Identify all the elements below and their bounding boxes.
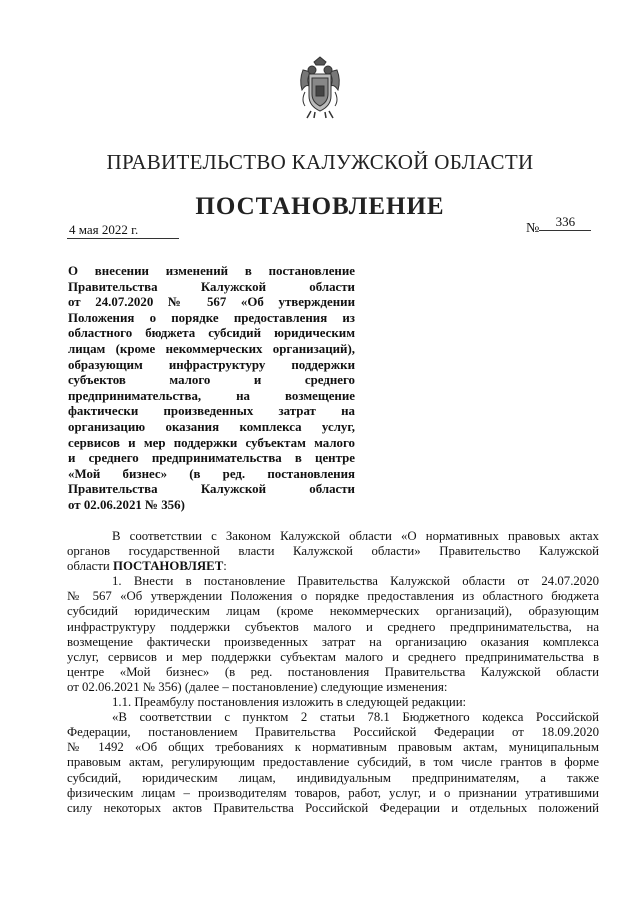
body-line: 1. Внести в постановление Правительства Калужской области от 24.07.2020 [112, 574, 599, 589]
body-line: субсидий юридическим лицам (кроме некоммерческих организаций), образующим [67, 604, 599, 619]
heading-line: субъектов малого и среднего [68, 373, 355, 388]
body-line: силу некоторых актов Правительства Российской Федерации и отдельных положений [67, 800, 599, 815]
body-line: от 02.06.2021 № 356) (далее – постановление) следующие изменения: [67, 679, 448, 694]
body-line: субсидий, юридическим лицам, индивидуальным предпринимателям, а также [67, 770, 599, 785]
coat-of-arms-icon [297, 56, 343, 120]
heading-line: от 24.07.2020 № 567 «Об утверждении [68, 295, 355, 310]
document-number-field [526, 214, 591, 237]
body-line: инфраструктуру поддержки субъектов малого и среднего предпринимательства, на [67, 619, 599, 634]
heading-line: О внесении изменений в постановление [68, 264, 355, 278]
heading-line: образующим инфраструктуру поддержки [68, 357, 355, 372]
body-line: возмещение фактически произведенных затрат на организацию оказания комплекса [67, 634, 599, 649]
document-date: 4 мая 2022 г. [67, 222, 179, 239]
body-line: центре «Мой бизнес» (в ред. постановления Правительства Калужской области [67, 664, 599, 679]
heading-line: организацию оказания комплекса услуг, [68, 419, 355, 434]
heading-line: лицам (кроме некоммерческих организаций), [68, 341, 355, 356]
heading-line: Правительства Калужской области [68, 482, 355, 497]
heading-line: «Мой бизнес» (в ред. постановления [68, 466, 355, 481]
coat-of-arms-emblem [297, 56, 343, 120]
decree-keyword: ПОСТАНОВЛЯЕТ [112, 559, 224, 574]
heading-line: фактически произведенных затрат на [68, 404, 355, 419]
body-line: правовым актам, регулирующим предоставление субсидий, в том числе грантов в форме [67, 755, 599, 770]
body-text: : [223, 559, 227, 574]
body-line: В соответствии с Законом Калужской области «О нормативных правовых актах [112, 529, 599, 543]
number-label: № [526, 221, 540, 236]
heading-line: областного бюджета субсидий юридическим [68, 326, 355, 341]
document-body [67, 529, 599, 816]
body-line [67, 559, 599, 574]
document-number: 336 [539, 214, 591, 231]
document-type: ПОСТАНОВЛЕНИЕ [195, 193, 445, 220]
body-text: области [67, 559, 113, 574]
body-line: физическим лицам – производителям товаров, работ, услуг, и о признании утратившими [67, 785, 599, 800]
document-heading [68, 264, 355, 514]
body-line: № 1492 «Об общих требованиях к нормативным правовым актам, муниципальным [67, 740, 599, 755]
government-title: ПРАВИТЕЛЬСТВО КАЛУЖСКОЙ ОБЛАСТИ [106, 150, 534, 174]
body-line: № 567 «Об утверждении Положения о порядке предоставления из областного бюджета [67, 589, 599, 604]
heading-line: от 02.06.2021 № 356) [68, 497, 185, 512]
heading-line: Положения о порядке предоставления из [68, 310, 355, 325]
heading-line: сервисов и мер поддержки субъектам малого [68, 435, 355, 450]
heading-line: предпринимательства, на возмещение [68, 388, 355, 403]
body-line: услуг, сервисов и мер поддержки субъектам малого и среднего предпринимательства в [67, 649, 599, 664]
body-line: «В соответствии с пунктом 2 статьи 78.1 Бюджетного кодекса Российской [112, 710, 599, 725]
heading-line: Правительства Калужской области [68, 279, 355, 294]
body-line: органов государственной власти Калужской области» Правительство Калужской [67, 544, 599, 559]
heading-line: и среднего предпринимательства в центре [68, 451, 355, 466]
body-line: 1.1. Преамбулу постановления изложить в следующей редакции: [112, 695, 467, 710]
body-line: Федерации, постановлением Правительства Российской Федерации от 18.09.2020 [67, 725, 599, 740]
